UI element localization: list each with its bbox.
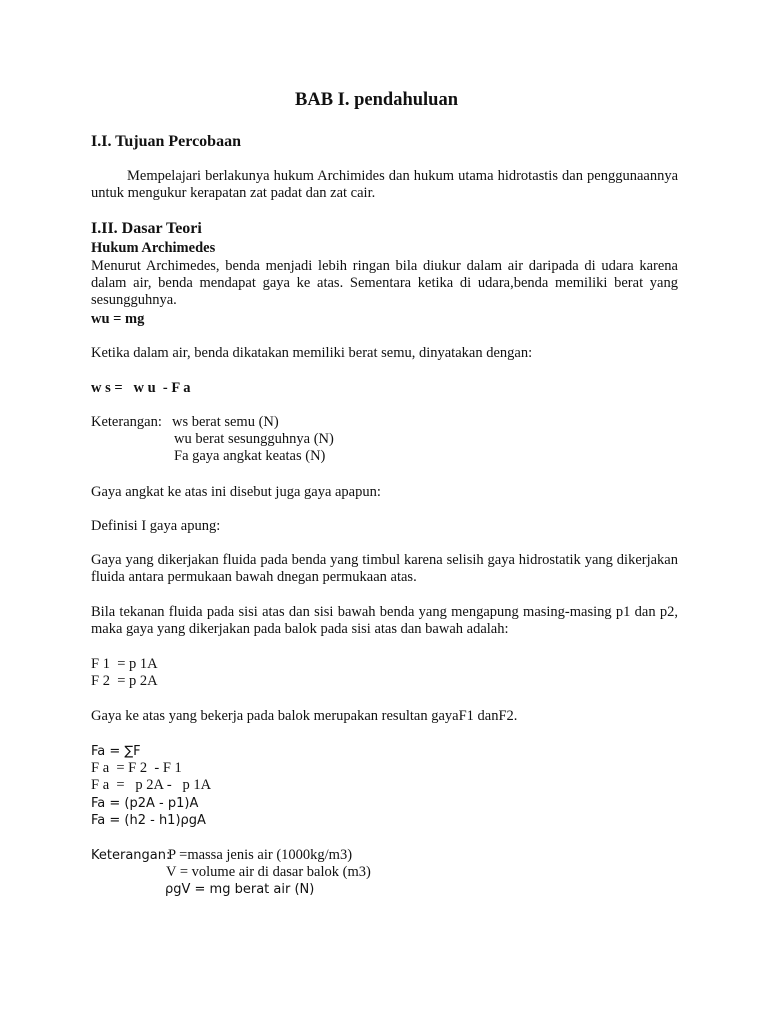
equation-f2: F 2 = p 2A [91,673,158,689]
equation-fa-diff: F a = F 2 - F 1 [91,760,182,776]
equation-fa-sum: Fa = ∑F [91,744,141,759]
equation-fa-depth: Fa = (h2 - h1)ρgA [91,813,206,828]
keterangan-1-line-3: Fa gaya angkat keatas (N) [174,448,326,464]
section-heading-dasar-teori: I.II. Dasar Teori [91,220,202,237]
paragraph-archimedes: Menurut Archimedes, benda menjadi lebih ringan bila diukur dalam air daripada di udara karena dalam air, benda mendapat gaya ke atas. Sementara ketika di udara,benda memiliki berat yang sesungguhnya. [91,258,678,308]
keterangan-2-line-1: P =massa jenis air (1000kg/m3) [168,847,353,863]
keterangan-2-line-3: ρgV = mg berat air (N) [165,882,315,897]
keterangan-2-line-2: V = volume air di dasar balok (m3) [166,864,371,880]
paragraph-gaya-angkat: Gaya angkat ke atas ini disebut juga gaya apapun: [91,484,381,500]
equation-fa-pressure: F a = p 2A - p 1A [91,777,212,793]
paragraph-definisi: Definisi I gaya apung: [91,518,221,534]
document-title: BAB I. pendahuluan [295,90,458,110]
paragraph-tujuan: Mempelajari berlakunya hukum Archimides dan hukum utama hidrotastis dan penggunaannya untuk mengukur kerapatan zat padat dan zat cair. [91,168,678,201]
subheading-hukum-archimedes: Hukum Archimedes [91,240,216,256]
equation-f1: F 1 = p 1A [91,656,158,672]
paragraph-berat-semu: Ketika dalam air, benda dikatakan memiliki berat semu, dinyatakan dengan: [91,345,533,361]
section-heading-tujuan: I.I. Tujuan Percobaan [91,133,241,150]
equation-fa-area: Fa = (p2A - p1)A [91,796,199,811]
keterangan-1-line-2: wu berat sesungguhnya (N) [174,431,334,447]
paragraph-tekanan-fluida: Bila tekanan fluida pada sisi atas dan sisi bawah benda yang mengapung masing-masing p1 dan p2, maka gaya yang dikerjakan pada balok pada sisi atas dan bawah adalah: [91,604,678,637]
paragraph-resultan: Gaya ke atas yang bekerja pada balok merupakan resultan gayaF1 danF2. [91,708,518,724]
paragraph-gaya-fluida: Gaya yang dikerjakan fluida pada benda yang timbul karena selisih gaya hidrostatik yang dikerjakan fluida antara permukaan bawah dnegan permukaan atas. [91,552,678,585]
keterangan-1-line-1: ws berat semu (N) [172,414,279,430]
equation-wu: wu = mg [91,311,145,327]
keterangan-label-2: Keterangan: [91,848,171,863]
keterangan-label-1: Keterangan: [91,414,162,430]
equation-ws: w s = w u - F a [91,380,191,396]
